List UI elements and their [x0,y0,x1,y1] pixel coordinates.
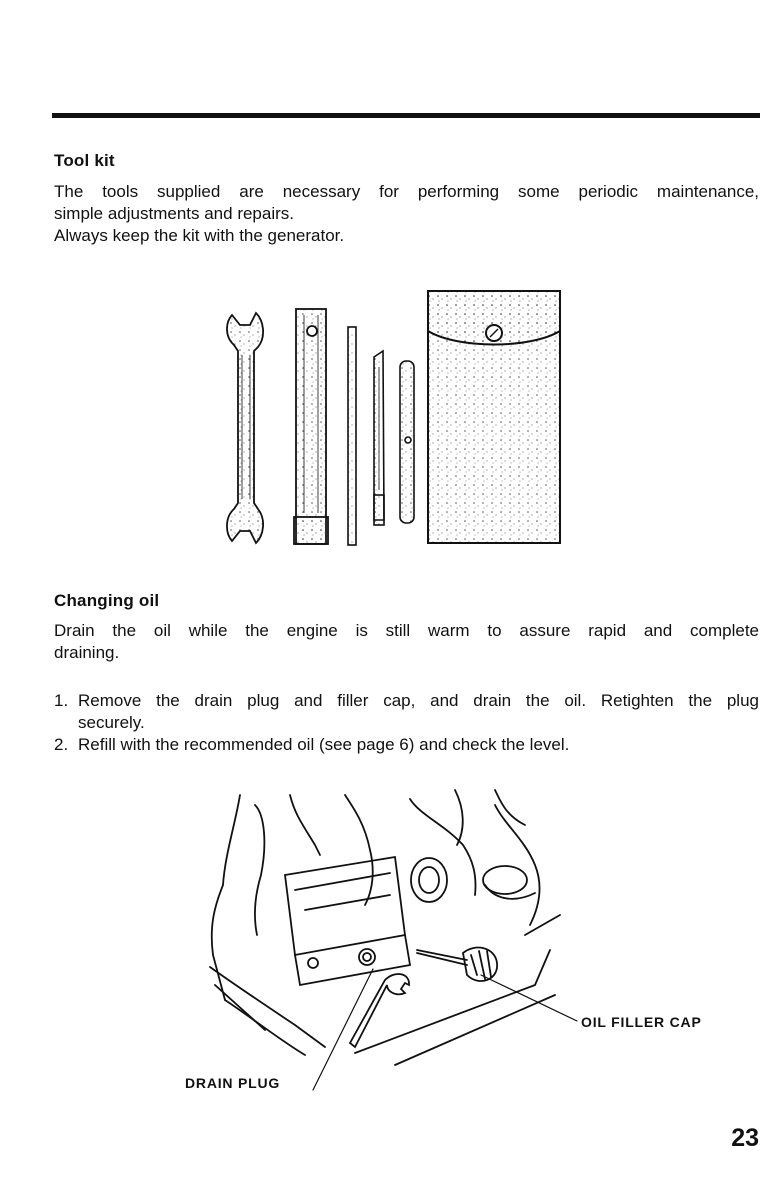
step-1-line-1: Remove the drain plug and filler cap, and drain the oil. Retighten the plug [78,691,759,710]
step-1-number: 1. [54,691,69,710]
oil-filler-cap-label: OIL FILLER CAP [581,1014,702,1030]
tool-kit-line-3: Always keep the kit with the generator. [54,226,345,245]
tool-kit-illustration [220,285,570,550]
tool-bag-icon [428,291,560,543]
tommy-bar-icon [348,327,356,545]
engine-illustration [195,785,585,1100]
tool-kit-line-1: The tools supplied are necessary for performing some periodic maintenance, [54,182,759,201]
tool-kit-line-2: simple adjustments and repairs. [54,204,295,223]
box-spanner-icon [294,309,328,544]
changing-oil-steps [54,690,759,756]
drain-plug-label: DRAIN PLUG [185,1075,281,1091]
step-1 [54,690,759,734]
step-1-line-2: securely. [78,713,145,732]
top-rule [52,113,760,118]
step-2-line-1: Refill with the recommended oil (see page 6) and check the level. [78,735,570,754]
tool-kit-paragraph [54,181,759,247]
page-number: 23 [731,1124,759,1152]
spark-plug-wrench-icon [400,361,414,523]
screwdriver-icon [374,351,384,525]
changing-oil-heading: Changing oil [54,591,160,610]
tool-kit-heading: Tool kit [54,151,115,170]
oil-filler-cap-icon [417,950,467,965]
changing-oil-intro-line-1: Drain the oil while the engine is still warm to assure rapid and complete [54,621,759,640]
wrench-icon [227,313,263,543]
step-2-number: 2. [54,735,69,754]
step-2 [54,734,759,756]
changing-oil-intro-line-2: draining. [54,643,120,662]
changing-oil-intro [54,620,759,664]
